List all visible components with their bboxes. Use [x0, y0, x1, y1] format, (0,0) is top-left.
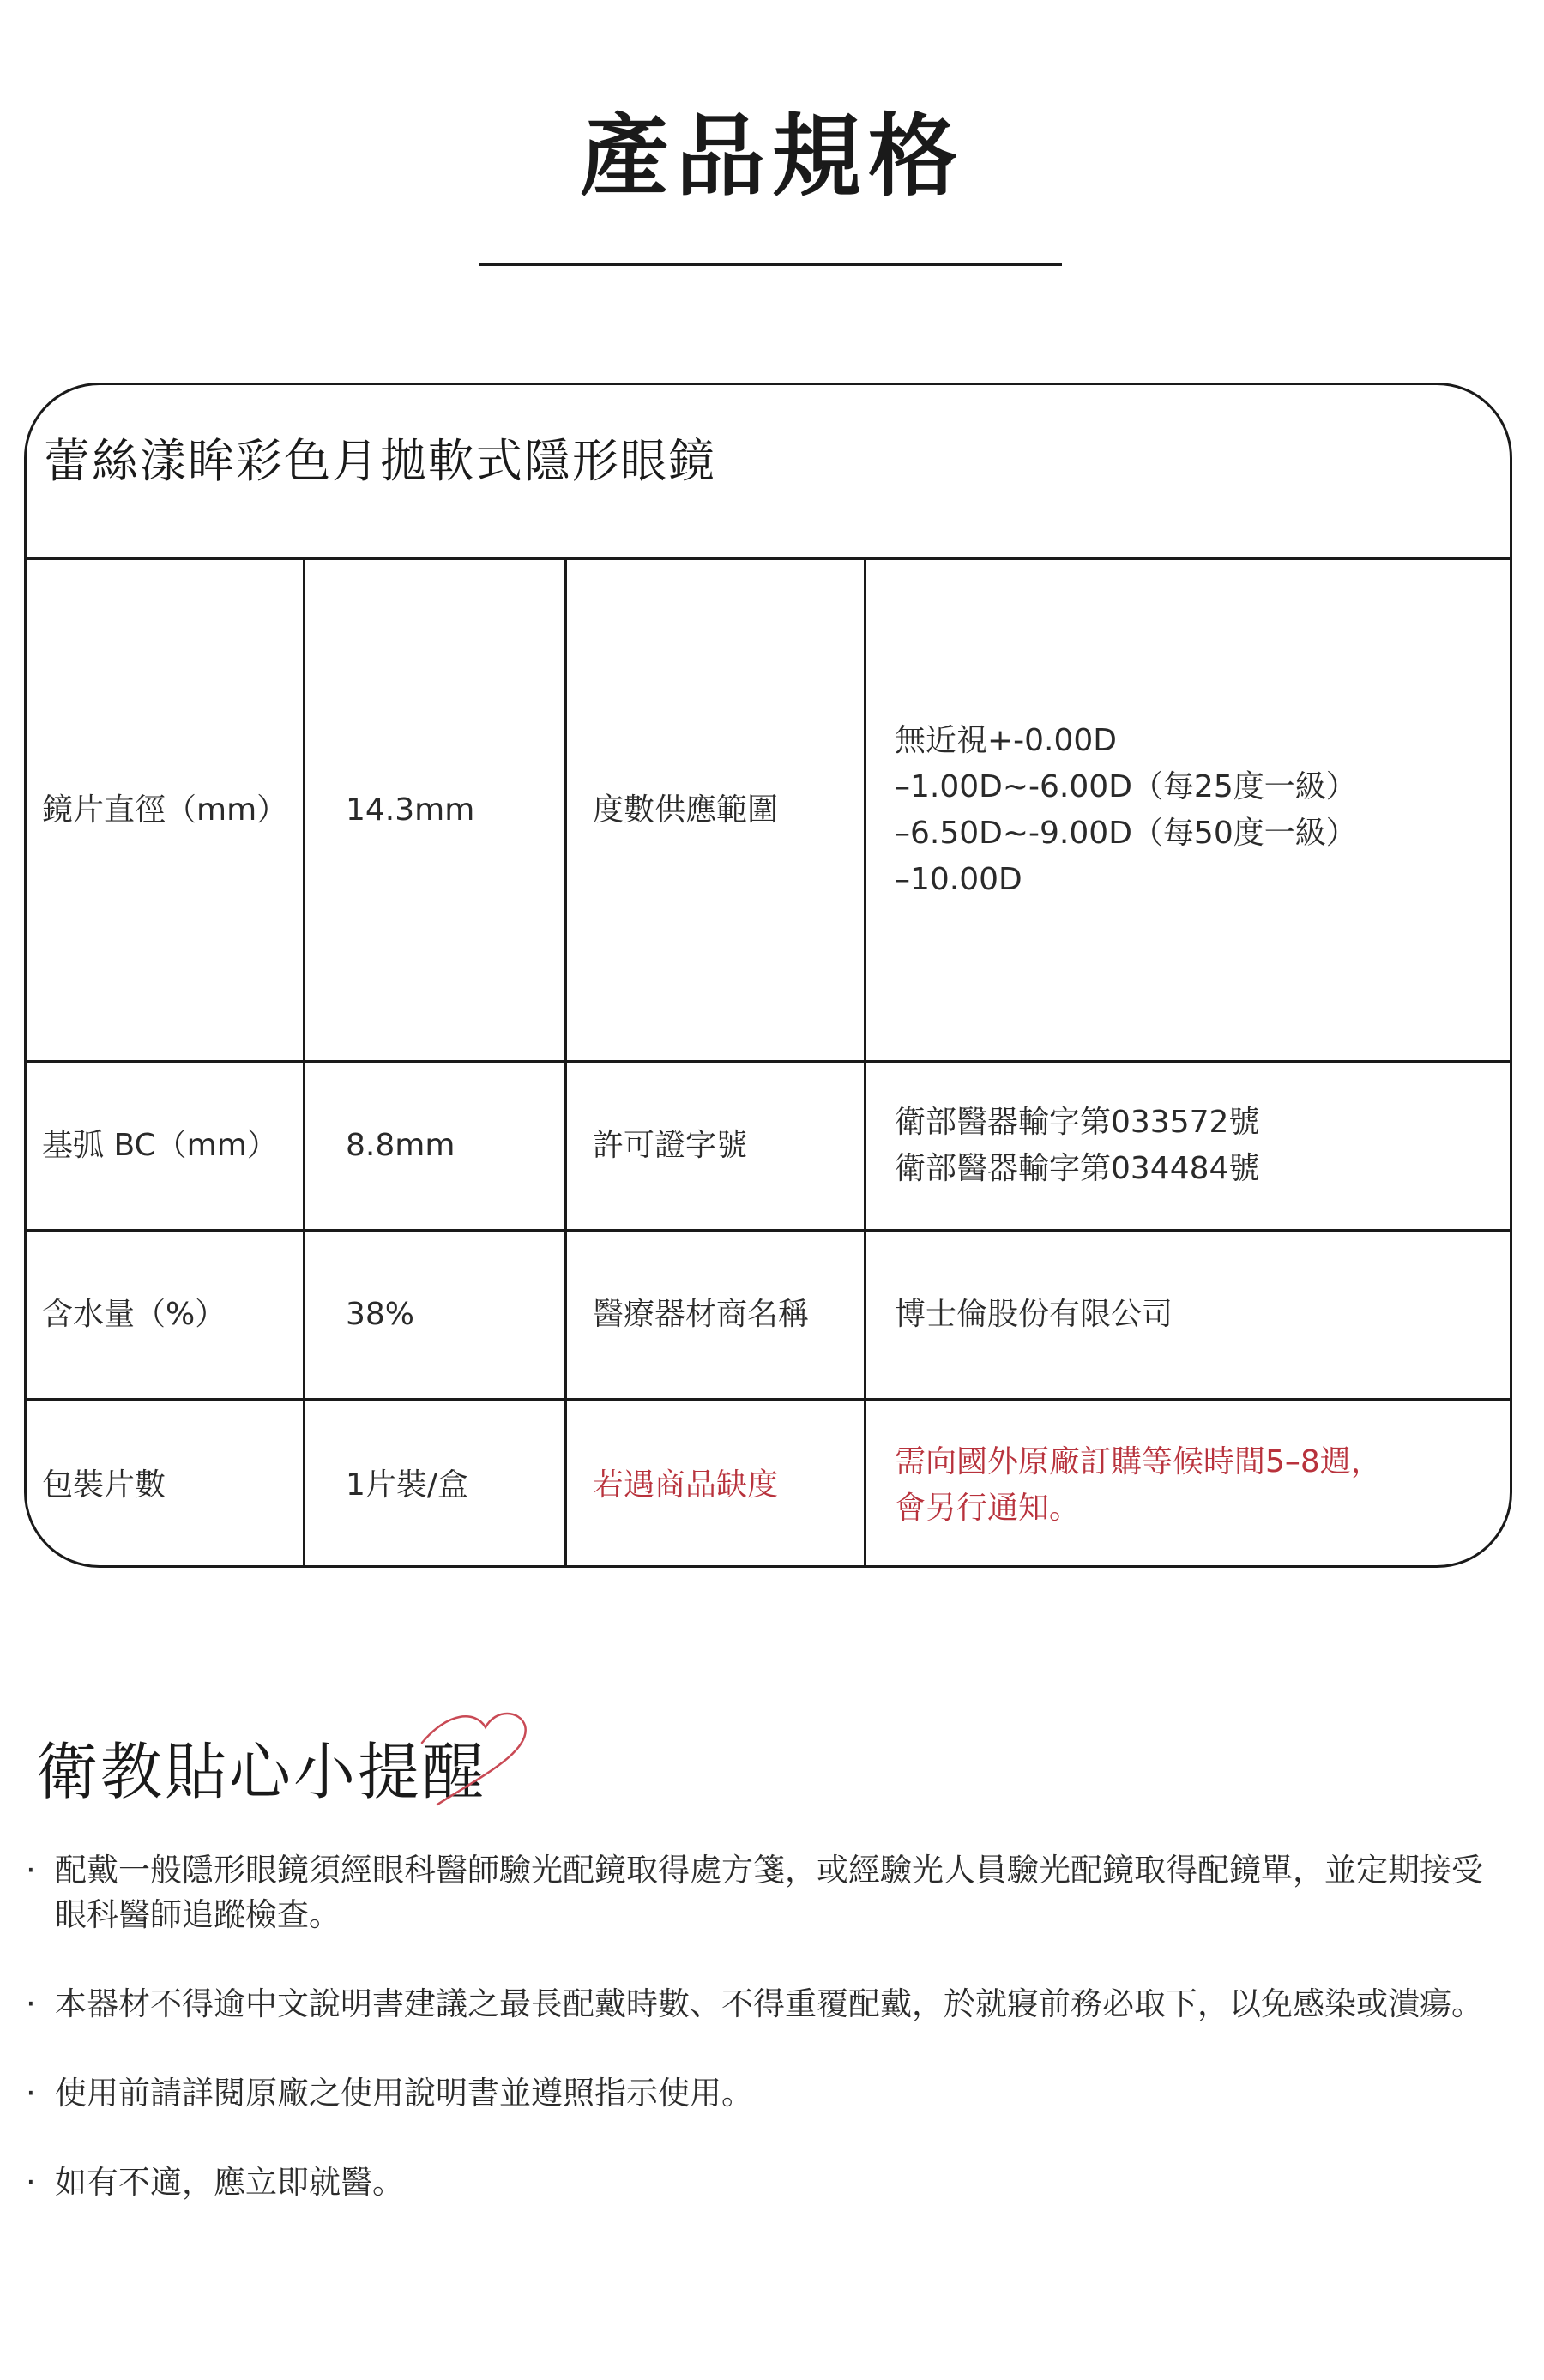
power-range-line: 無近視+-0.00D: [895, 722, 1118, 758]
column-divider: [564, 557, 567, 1568]
table-row-value: 8.8mm: [346, 1128, 455, 1163]
bullet: ·: [26, 2075, 36, 2112]
power-range-value: [895, 560, 1495, 1060]
bullet: ·: [26, 1852, 36, 1889]
table-row-value: 1片裝/盒: [346, 1467, 469, 1503]
list-item: [26, 2071, 1501, 2116]
table-row-label: 含水量（%）: [42, 1297, 226, 1332]
education-title: 衛教貼心小提醒: [36, 1736, 487, 1808]
license-line: 衛部醫器輸字第033572號: [895, 1105, 1260, 1140]
table-row-value: 38%: [346, 1297, 415, 1332]
license-number-value: [895, 1063, 1495, 1229]
list-item: [26, 1982, 1501, 2027]
table-row-value: 14.3mm: [346, 792, 475, 828]
notice-line: 會另行通知。: [895, 1491, 1081, 1526]
table-row-label: 度數供應範圍: [593, 792, 779, 828]
notice-line: 需向國外原廠訂購等候時間5–8週，: [895, 1444, 1382, 1479]
table-row-label: 鏡片直徑（mm）: [42, 792, 288, 828]
table-row-label: 基弧 BC（mm）: [42, 1128, 278, 1163]
page-title: 產品規格: [579, 104, 964, 208]
out-of-stock-label: 若遇商品缺度: [593, 1467, 779, 1503]
power-range-line: –6.50D~-9.00D（每50度一級）: [895, 815, 1357, 851]
list-item: [26, 2160, 1501, 2205]
column-divider: [303, 557, 305, 1568]
tip-text: 配戴一般隱形眼鏡須經眼科醫師驗光配鏡取得處方箋，或經驗光人員驗光配鏡取得配鏡單，並定期接受眼科醫師追蹤檢查。: [55, 1852, 1483, 1933]
table-row-label: 許可證字號: [593, 1128, 748, 1163]
bullet: ·: [26, 1985, 36, 2022]
manufacturer-value: 博士倫股份有限公司: [895, 1297, 1173, 1332]
tip-text: 本器材不得逾中文說明書建議之最長配戴時數、不得重覆配戴，於就寢前務必取下，以免感染或潰瘍。: [55, 1985, 1483, 2022]
tip-text: 如有不適，應立即就醫。: [55, 2164, 404, 2201]
heart-outline-icon: [403, 1708, 540, 1820]
license-line: 衛部醫器輸字第034484號: [895, 1151, 1260, 1186]
spec-table: [24, 383, 1512, 1568]
education-tips-list: [26, 1848, 1501, 2250]
table-row-label: 醫療器材商名稱: [593, 1297, 810, 1332]
bullet: ·: [26, 2164, 36, 2201]
list-item: [26, 1848, 1501, 1937]
column-divider: [864, 557, 866, 1568]
tip-text: 使用前請詳閱原廠之使用說明書並遵照指示使用。: [55, 2075, 753, 2112]
product-name: 蕾絲漾眸彩色月拋軟式隱形眼鏡: [44, 434, 716, 488]
power-range-line: –1.00D~-6.00D（每25度一級）: [895, 768, 1357, 804]
title-underline: [479, 263, 1062, 266]
power-range-line: –10.00D: [895, 861, 1022, 897]
table-row-label: 包裝片數: [42, 1467, 166, 1503]
out-of-stock-notice: [895, 1401, 1495, 1568]
